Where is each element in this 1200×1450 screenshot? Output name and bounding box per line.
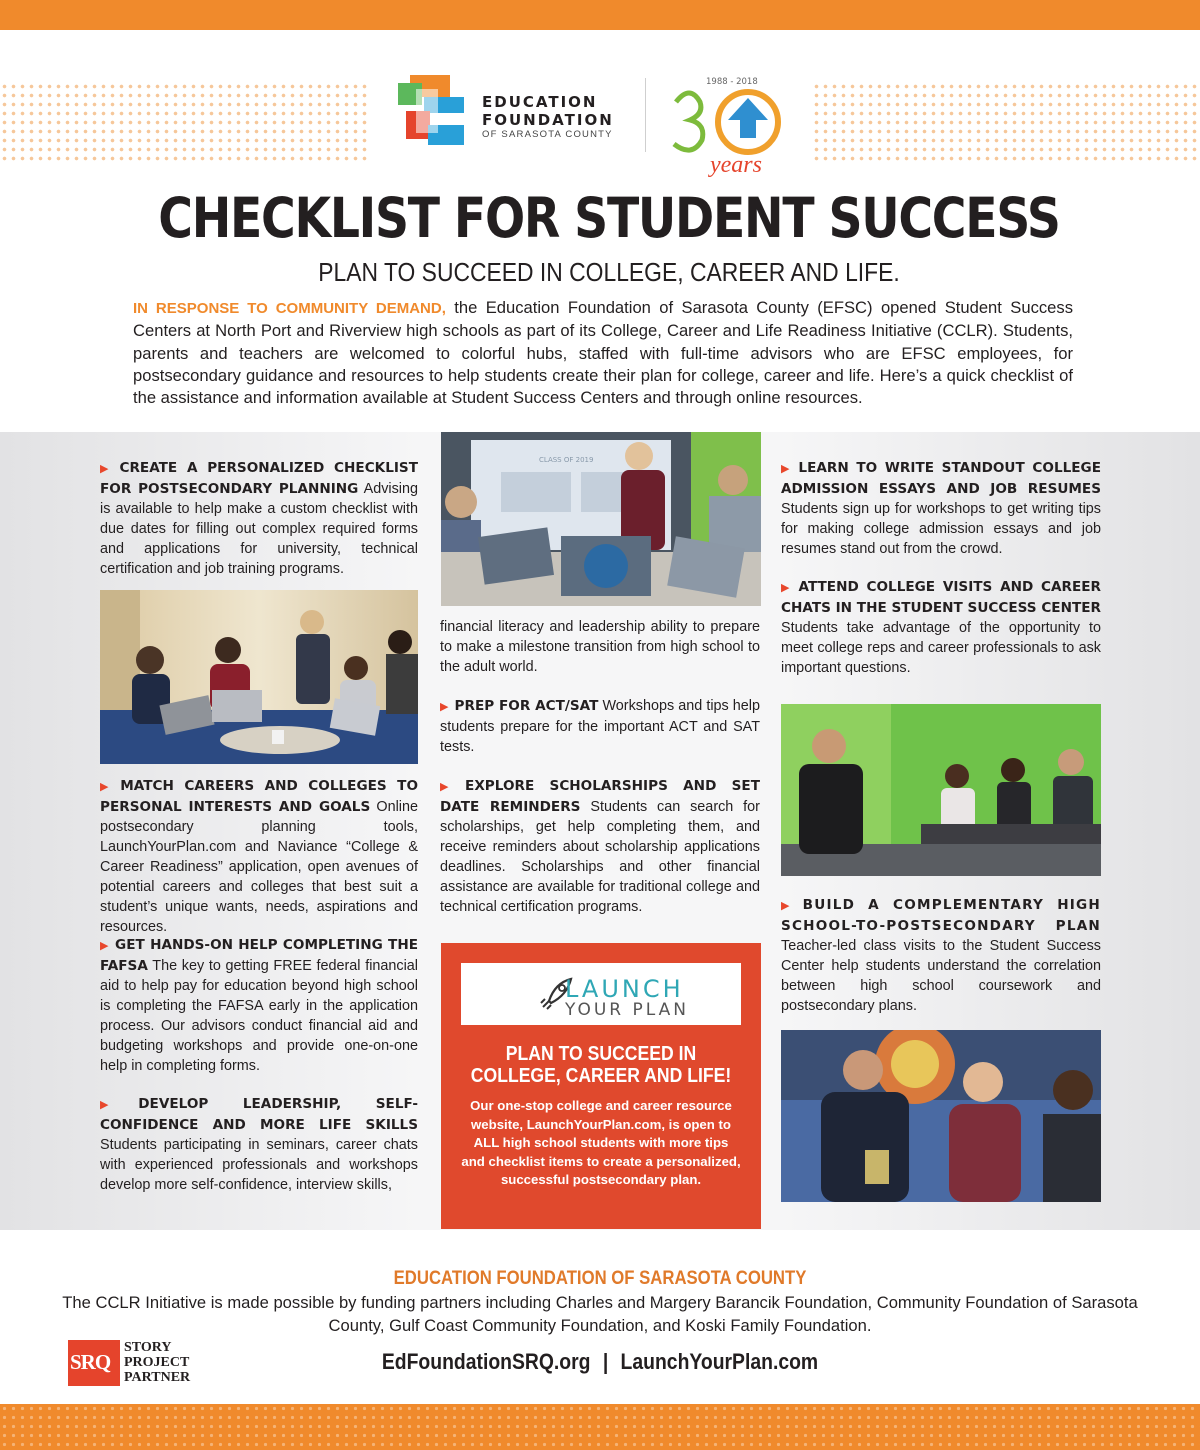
photo-students-laptops xyxy=(100,590,418,764)
item-body: Students take advantage of the opportunity to meet college reps and career professionals to ask important questions. xyxy=(781,620,1101,676)
srq-story-project-partner-logo xyxy=(68,1340,200,1386)
item-heading: LEARN TO WRITE STANDOUT COLLEGE ADMISSION ESSAYS AND JOB RESUMES xyxy=(781,460,1102,497)
item-heading: ATTEND COLLEGE VISITS AND CAREER CHATS IN THE STUDENT SUCCESS CENTER xyxy=(781,579,1101,616)
item-heading: MATCH CAREERS AND COLLEGES TO PERSONAL INTERESTS AND GOALS xyxy=(100,778,419,815)
item-heading: DEVELOP LEADERSHIP, SELF-CONFIDENCE AND MORE LIFE SKILLS xyxy=(100,1096,418,1133)
launch-heading xyxy=(460,1043,742,1087)
srq-letters: SRQ xyxy=(70,1350,111,1374)
srq-badge xyxy=(68,1340,120,1386)
srq-line-project: PROJECT xyxy=(124,1355,190,1370)
item-personalized-checklist xyxy=(100,458,418,579)
screen-label: CLASS OF 2019 xyxy=(539,456,594,464)
footer-funding-text: The CCLR Initiative is made possible by funding partners including Charles and Margery Barancik Foundation, Community Foundation of Sarasota County, Gulf Coast Community Foundation, and Koski Family Foundation. xyxy=(62,1293,1138,1335)
decorative-dots-left xyxy=(0,82,368,162)
logo-line-county: OF SARASOTA COUNTY xyxy=(482,129,613,140)
launch-heading-line1: PLAN TO SUCCEED IN xyxy=(505,1043,697,1065)
page-subtitle: PLAN TO SUCCEED IN COLLEGE, CAREER AND LIFE. xyxy=(318,257,900,287)
bullet-triangle-icon: ▶ xyxy=(100,1099,139,1111)
item-heading: BUILD A COMPLEMENTARY HIGH SCHOOL-TO-POSTSECONDARY PLAN xyxy=(781,897,1101,934)
bullet-triangle-icon: ▶ xyxy=(781,463,793,475)
your-plan-word: YOUR PLAN xyxy=(565,1000,689,1020)
bullet-triangle-icon: ▶ xyxy=(100,463,114,475)
bottom-orange-bar xyxy=(0,1404,1200,1450)
item-body: Students sign up for workshops to get writing tips for making college admission essays and job resumes stand out from the crowd. xyxy=(781,501,1101,557)
footer-organization: EDUCATION FOUNDATION OF SARASOTA COUNTY xyxy=(393,1268,807,1289)
item-heading: EXPLORE SCHOLARSHIPS AND SET DATE REMINDERS xyxy=(440,778,760,815)
intro-body: the Education Foundation of Sarasota County (EFSC) opened Student Success Centers at North Port and Riverview high schools as part of its College, Career and Life Readiness Initiative (CCLR). Students, parents and teachers are welcomed to colorful hubs, staffed with full-time advisors who are EFSC employees, for postsecondary guidance and resources to help students create their plan for college, career and life. Here’s a quick checklist of the assistance and information available at Student Success Centers and through online resources. xyxy=(133,298,1073,408)
thirty-years-logo xyxy=(670,72,790,182)
logo-line-education: EDUCATION xyxy=(482,93,598,111)
item-leadership xyxy=(100,1094,418,1195)
item-act-sat xyxy=(440,696,760,757)
srq-line-story: STORY xyxy=(124,1340,172,1355)
bullet-triangle-icon: ▶ xyxy=(781,582,793,594)
anniversary-years-range: 1988 - 2018 xyxy=(706,77,758,87)
item-match-careers xyxy=(100,776,418,937)
intro-lead: IN RESPONSE TO COMMUNITY DEMAND, xyxy=(133,300,446,317)
photo-career-chat xyxy=(781,704,1101,876)
bullet-triangle-icon: ▶ xyxy=(100,781,115,793)
item-body: Advising is available to help make a custom checklist with due dates for filling out complex required forms and applications for university, technical certification and job training programs. xyxy=(100,481,418,577)
item-fafsa xyxy=(100,935,418,1076)
srq-words xyxy=(124,1340,190,1385)
link-launchyourplan[interactable]: LaunchYourPlan.com xyxy=(620,1349,819,1374)
item-heading: CREATE A PERSONALIZED CHECKLIST FOR POSTSECONDARY PLANNING xyxy=(100,460,418,497)
top-orange-bar xyxy=(0,0,1200,30)
item-heading: GET HANDS-ON HELP COMPLETING THE FAFSA xyxy=(100,937,418,974)
bullet-triangle-icon: ▶ xyxy=(440,781,460,793)
footer-links xyxy=(336,1349,864,1375)
launch-body: Our one-stop college and career resource website, LaunchYourPlan.com, is open to ALL high school students with more tips and checklist items to create a personalized, successful postsecondary plan. xyxy=(461,1098,741,1187)
item-body: Students can search for scholarships, get help completing them, and receive reminders about scholarship applications deadlines. Scholarships and other financial assistance are available for traditional college and technical certification programs. xyxy=(440,799,760,915)
launch-your-plan-callout xyxy=(441,943,761,1229)
item-heading: PREP FOR ACT/SAT xyxy=(454,698,599,714)
item-body: The key to getting FREE federal financial aid to help pay for education beyond high school is completing the FAFSA early in the application process. Our advisors conduct financial aid and budgeting workshops and provide one-on-one help in completing forms. xyxy=(100,958,418,1074)
link-edfoundation[interactable]: EdFoundationSRQ.org xyxy=(381,1349,591,1374)
efsc-logo-mark-icon xyxy=(398,75,470,147)
anniversary-word: years xyxy=(710,152,762,178)
efsc-logo xyxy=(398,75,638,150)
bullet-triangle-icon: ▶ xyxy=(440,701,449,713)
item-body: Online postsecondary planning tools, LaunchYourPlan.com and Naviance “College & Career Readiness” application, open avenues of potential careers and colleges that best suit a student’s unique wants, needs, aspirations and resources. xyxy=(100,799,418,935)
srq-line-partner: PARTNER xyxy=(124,1370,191,1385)
item-college-visits xyxy=(781,577,1101,678)
item-leadership-continued: financial literacy and leadership ability to prepare to make a milestone transition from high school to the adult world. xyxy=(440,619,760,675)
item-essays xyxy=(781,458,1101,559)
link-separator: | xyxy=(602,1349,609,1374)
bullet-triangle-icon: ▶ xyxy=(781,900,797,912)
bullet-triangle-icon: ▶ xyxy=(100,940,110,952)
launch-word: LAUNCH xyxy=(565,975,684,1003)
item-complementary-plan xyxy=(781,895,1101,1016)
intro-paragraph xyxy=(133,297,1073,409)
item-body: Students participating in seminars, career chats with experienced professionals and workshops develop more self-confidence, interview skills, xyxy=(100,1137,418,1193)
decorative-dots-right xyxy=(812,82,1200,162)
logo-line-foundation: FOUNDATION xyxy=(482,111,614,129)
launch-heading-line2: COLLEGE, CAREER AND LIFE! xyxy=(470,1065,732,1087)
page-title: CHECKLIST FOR STUDENT SUCCESS xyxy=(158,186,1060,250)
item-scholarships xyxy=(440,776,760,917)
logo-divider xyxy=(645,78,646,152)
item-body: Teacher-led class visits to the Student Success Center help students understand the correlation between high school coursework and postsecondary plans. xyxy=(781,938,1101,1014)
launch-your-plan-logo xyxy=(461,963,741,1025)
item-body: Workshops and tips help students prepare for the important ACT and SAT tests. xyxy=(440,698,760,755)
photo-classroom-presentation xyxy=(441,432,761,606)
photo-advisors-meeting xyxy=(781,1030,1101,1202)
